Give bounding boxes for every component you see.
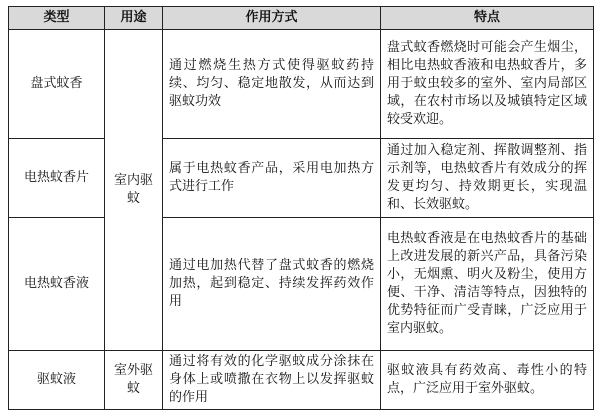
cell-type: 电热蚊香片 [9, 139, 105, 218]
cell-feature: 通过加入稳定剂、挥散调整剂、指示剂等，电热蚊香片有效成分的挥发更均匀、持效期更长，实现温和、长效驱蚊。 [381, 139, 594, 218]
table-row [9, 139, 594, 218]
table-row [9, 218, 594, 351]
cell-mode: 通过电加热代替了盘式蚊香的燃烧加热，起到稳定、持续发挥药效作用 [163, 218, 381, 351]
table-row [9, 30, 594, 139]
header-type: 类型 [9, 7, 105, 30]
cell-feature: 电热蚊香液是在电热蚊香片的基础上改进发展的新兴产品，具备污染小，无烟熏、明火及粉尘，使用方便、干净、清洁等特点，因独特的优势特征而广受青睐，广泛应用于室内驱蚊。 [381, 218, 594, 351]
table-row [9, 351, 594, 410]
header-mode: 作用方式 [163, 7, 381, 30]
cell-mode: 通过燃烧生热方式使得驱蚊药持续、均匀、稳定地散发，从而达到驱蚊功效 [163, 30, 381, 139]
cell-type: 盘式蚊香 [9, 30, 105, 139]
header-row [9, 7, 594, 30]
cell-mode: 属于电热蚊香产品，采用电加热方式进行工作 [163, 139, 381, 218]
cell-use: 室外驱蚊 [105, 351, 163, 410]
cell-mode: 通过将有效的化学驱蚊成分涂抹在身体上或喷撒在衣物上以发挥驱蚊的作用 [163, 351, 381, 410]
cell-type: 驱蚊液 [9, 351, 105, 410]
product-comparison-table [8, 6, 594, 410]
header-feature: 特点 [381, 7, 594, 30]
cell-use-merged: 室内驱蚊 [105, 30, 163, 351]
cell-type: 电热蚊香液 [9, 218, 105, 351]
cell-feature: 驱蚊液具有药效高、毒性小的特点，广泛应用于室外驱蚊。 [381, 351, 594, 410]
cell-feature: 盘式蚊香燃烧时可能会产生烟尘，相比电热蚊香液和电热蚊香片，多用于蚊虫较多的室外、室内局部区域，在农村市场以及城镇特定区域较受欢迎。 [381, 30, 594, 139]
header-use: 用途 [105, 7, 163, 30]
